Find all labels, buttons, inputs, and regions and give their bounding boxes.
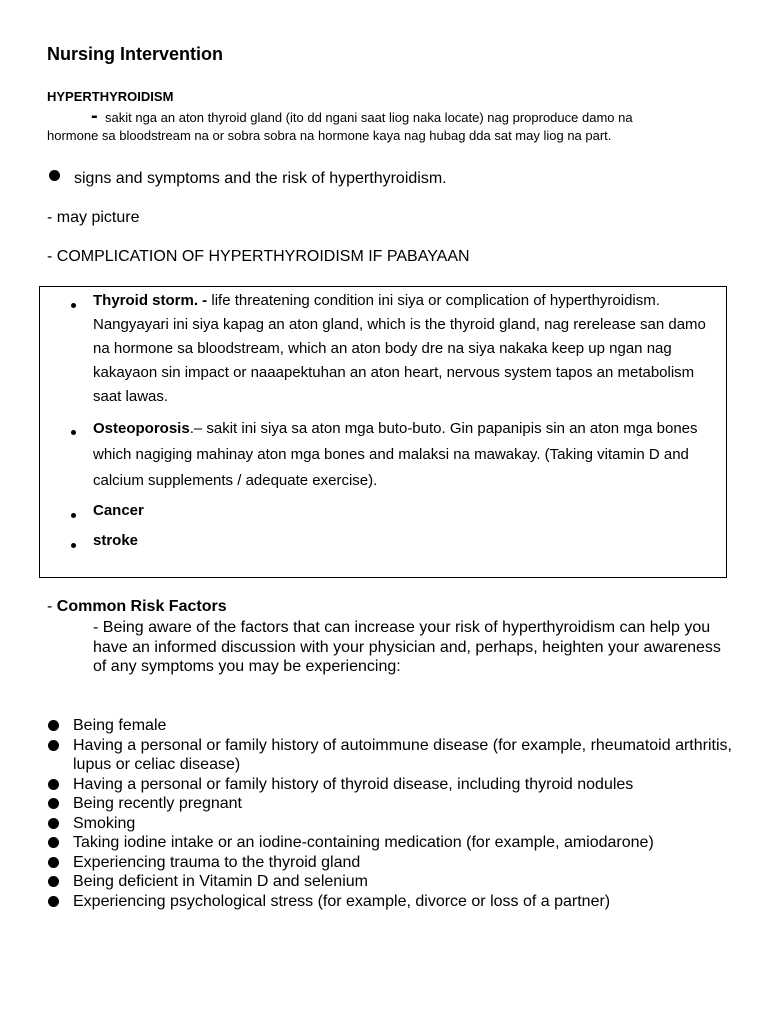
complication-name: Thyroid storm. [93,292,199,309]
list-item [47,736,747,775]
complication-separator: .– [189,420,207,437]
list-item [47,814,747,834]
bullet-icon [48,779,59,790]
list-item [47,853,747,873]
list-item [47,716,747,736]
complication-item [93,289,718,409]
risk-heading-text: Common Risk Factors [56,598,227,615]
bullet-icon [71,513,76,518]
complication-item: Cancer [93,502,144,519]
list-item [47,872,747,892]
risk-dash: - [47,598,57,615]
list-item-text: Having a personal or family history of autoimmune disease (for example, rheumatoid arthritis, lupus or celiac disease) [73,736,732,773]
page-title: Nursing Intervention [47,44,224,64]
list-item-text: Smoking [73,814,136,832]
list-item-text: Being deficient in Vitamin D and selenium [73,873,368,890]
bullet-icon [48,857,59,868]
list-item-text: Experiencing psychological stress (for example, divorce or loss of a partner) [73,892,611,910]
intro-line-2: hormone sa bloodstream na or sobra sobra na hormone kaya nag hubag dda sat may liog na part. [47,128,612,143]
bullet-icon [48,720,59,731]
bullet-icon [48,876,59,887]
intro-line-1: sakit nga an aton thyroid gland (ito dd ngani saat liog naka locate) nag proproduce damo na [105,110,633,125]
complication-name: Osteoporosis [93,420,190,437]
list-item [47,775,747,795]
list-item-text: Being recently pregnant [73,795,242,812]
bullet-icon [71,430,76,435]
complication-desc: life threatening condition ini siya or complication of hyperthyroidism. Nangyayari ini siya kapag an aton gland, which is the thyroid gland, nag rerelease san damo na hormone sa bloodstream, which an aton body dre na siya nakaka keep up ngan nag kakayaon sin impact or naaapektuhan an aton heart, nervous system tapos an metabolism saat lawas. [93,292,706,405]
complication-desc: sakit ini siya sa aton mga buto-buto. Gin papanipis sin an aton mga bones which nagiging mahinay aton mga bones and malaksi na mawakay. (Taking vitamin D and calcium supplements / adequate exercise). [93,420,698,489]
list-item [47,794,747,814]
section-heading: HYPERTHYROIDISM [47,89,174,104]
bullet-icon [48,837,59,848]
bullet-icon [48,818,59,829]
list-item [47,892,747,912]
bullet-icon [48,798,59,809]
may-picture: - may picture [47,209,140,226]
complication-heading: - COMPLICATION OF HYPERTHYROIDISM IF PABAYAAN [47,248,470,265]
risk-heading [47,597,227,617]
bullet-icon [71,303,76,308]
complications-box [39,286,727,578]
list-item-text: Taking iodine intake or an iodine-containing medication (for example, amiodarone) [73,834,654,851]
list-item-text: Being female [73,717,167,734]
bullet-icon [71,543,76,548]
bullet-icon [48,896,59,907]
bullet-icon [48,740,59,751]
risk-list [47,716,747,911]
complication-item [93,416,718,494]
risk-intro: - Being aware of the factors that can increase your risk of hyperthyroidism can help you have an informed discussion with your physician and, perhaps, heighten your awareness of any symptoms you may be experiencing: [93,619,721,675]
list-item [47,833,747,853]
list-item-text: Having a personal or family history of thyroid disease, including thyroid nodules [73,775,634,793]
intro-dash: - [91,105,98,127]
complication-item: stroke [93,532,139,549]
complication-separator: - [198,292,212,309]
list-item-text: Experiencing trauma to the thyroid gland [73,853,361,871]
signs-text: signs and symptoms and the risk of hyperthyroidism. [74,170,447,187]
bullet-icon [49,170,60,181]
